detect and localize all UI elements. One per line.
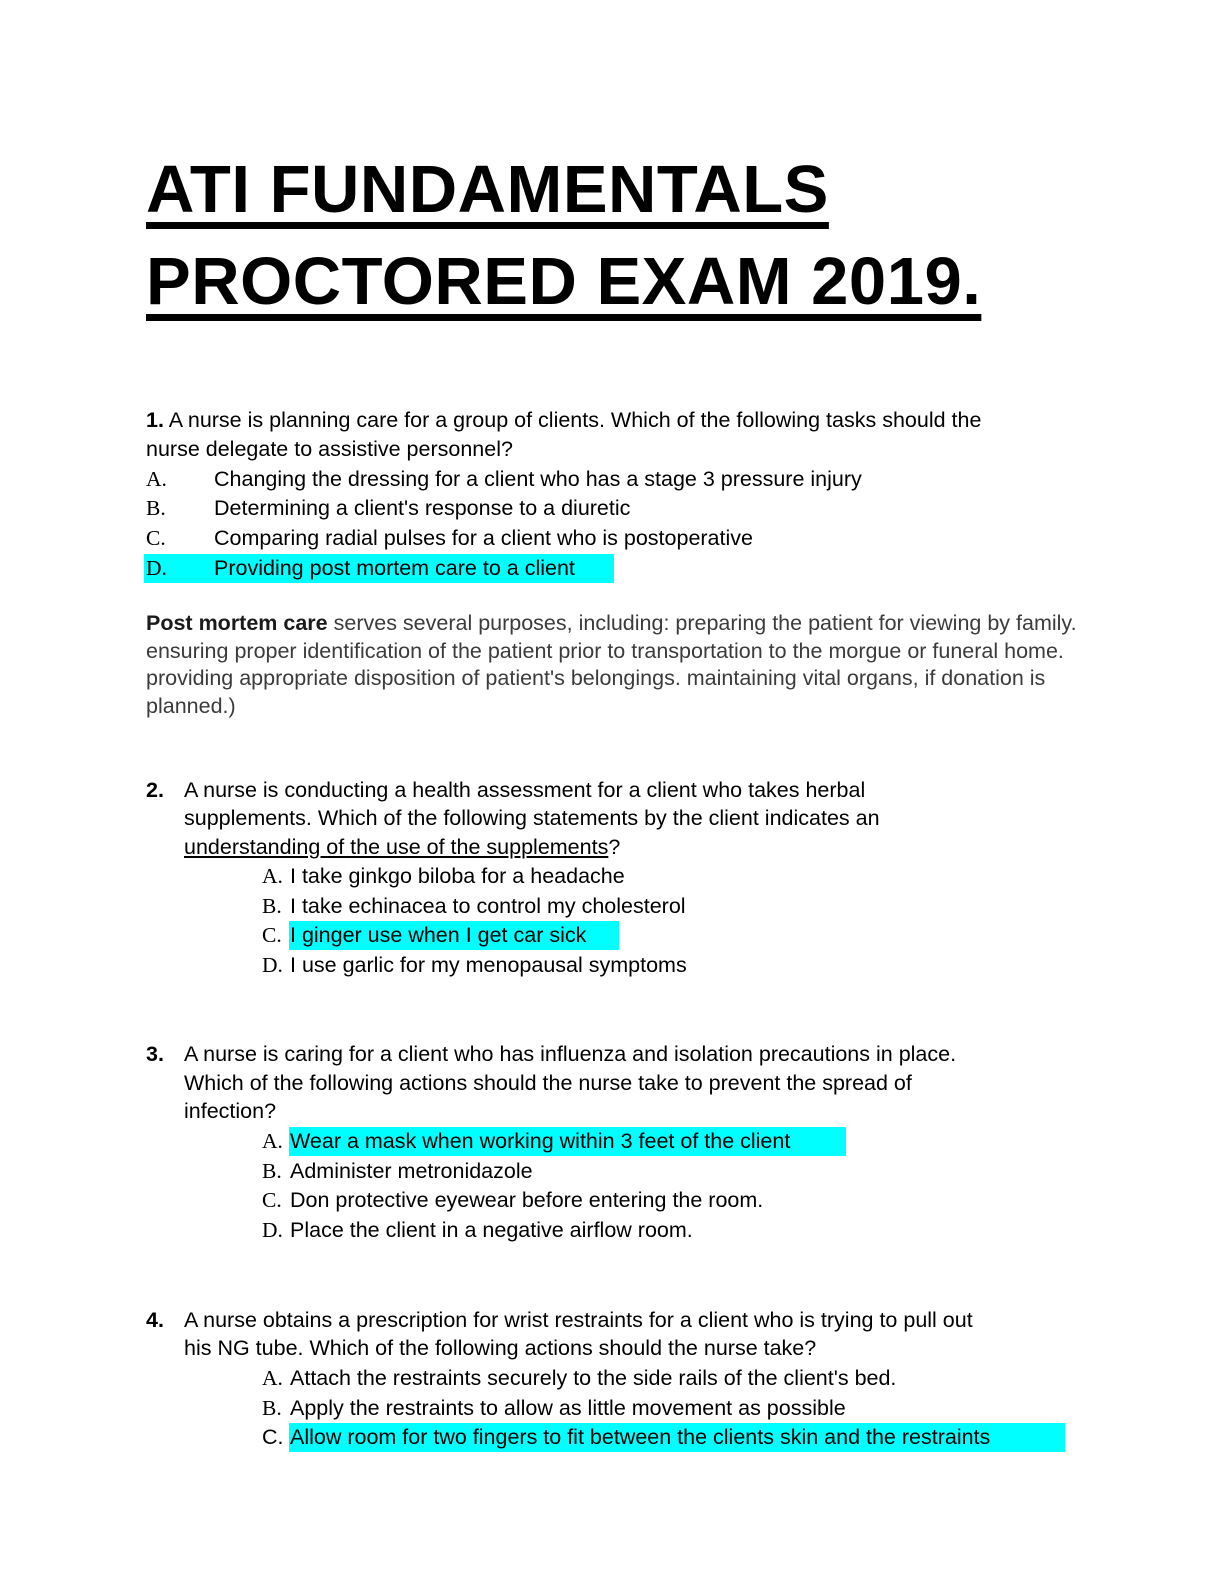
- question-2-stem-line2: supplements. Which of the following statements by the client indicates an: [184, 806, 880, 830]
- q3-option-a-text-correct: Wear a mask when working within 3 feet of the client: [290, 1129, 791, 1153]
- question-2-stem-line1: A nurse is conducting a health assessment for a client who takes herbal: [184, 778, 866, 802]
- question-2-stem-line3: understanding of the use of the supplements?: [184, 835, 621, 859]
- question-3-stem-line2: Which of the following actions should the nurse take to prevent the spread of: [184, 1071, 912, 1095]
- q2-option-a-letter: A.: [262, 864, 283, 888]
- q3-option-c-text: Don protective eyewear before entering the room.: [290, 1188, 764, 1212]
- q3-option-d-text: Place the client in a negative airflow room.: [290, 1218, 693, 1242]
- q3-option-b-letter: B.: [262, 1159, 282, 1183]
- document-title-line1: ATI FUNDAMENTALS: [146, 152, 829, 227]
- question-4-number: 4.: [146, 1308, 164, 1332]
- q1-explanation-text: serves several purposes, including: preparing the patient for viewing by family. ensuring proper identification of the patient prior to transportation to the morgue or funeral home. providing appropriate disposition of patient's belongings. maintaining vital organs, if donation is planned.): [146, 611, 1077, 718]
- q2-option-a-text: I take ginkgo biloba for a headache: [290, 864, 625, 888]
- q3-option-c-letter: C.: [262, 1188, 282, 1212]
- question-3-number: 3.: [146, 1042, 164, 1066]
- q3-option-d-letter: D.: [262, 1218, 283, 1242]
- q1-option-d-text-correct: Providing post mortem care to a client: [214, 556, 575, 580]
- q4-option-c-text-correct: Allow room for two fingers to fit between the clients skin and the restraints: [290, 1425, 991, 1449]
- q4-option-a-letter: A.: [262, 1366, 283, 1390]
- q1-option-a-letter: A.: [146, 467, 167, 491]
- q1-option-b-letter: B.: [146, 496, 166, 520]
- q1-option-c-text: Comparing radial pulses for a client who is postoperative: [214, 526, 753, 550]
- q2-option-d-letter: D.: [262, 953, 283, 977]
- q4-option-a-text: Attach the restraints securely to the side rails of the client's bed.: [290, 1366, 897, 1390]
- q1-option-b-text: Determining a client's response to a diuretic: [214, 496, 631, 520]
- document-title-line2: PROCTORED EXAM 2019.: [146, 244, 982, 319]
- q2-option-b-letter: B.: [262, 894, 282, 918]
- question-1-stem-line2: nurse delegate to assistive personnel?: [146, 437, 513, 461]
- question-1-number: 1.: [146, 408, 164, 432]
- q2-option-c-text-correct: I ginger use when I get car sick: [290, 923, 587, 947]
- question-4-stem-line2: his NG tube. Which of the following actions should the nurse take?: [184, 1336, 817, 1360]
- q4-option-c-letter: C.: [262, 1425, 284, 1449]
- q4-option-b-text: Apply the restraints to allow as little movement as possible: [290, 1396, 846, 1420]
- q3-option-b-text: Administer metronidazole: [290, 1159, 533, 1183]
- q1-explanation-term: Post mortem care: [146, 611, 328, 635]
- q2-option-c-letter: C.: [262, 923, 282, 947]
- question-3-stem-line1: A nurse is caring for a client who has influenza and isolation precautions in place.: [184, 1042, 957, 1066]
- q4-option-b-letter: B.: [262, 1396, 282, 1420]
- q1-option-c-letter: C.: [146, 526, 166, 550]
- q3-option-a-letter: A.: [262, 1129, 283, 1153]
- question-4-stem-line1: A nurse obtains a prescription for wrist restraints for a client who is trying to pull out: [184, 1308, 973, 1332]
- question-2-number: 2.: [146, 778, 164, 802]
- q2-option-d-text: I use garlic for my menopausal symptoms: [290, 953, 687, 977]
- q1-option-a-text: Changing the dressing for a client who has a stage 3 pressure injury: [214, 467, 862, 491]
- question-1-stem-line1: 1. A nurse is planning care for a group of clients. Which of the following tasks should the: [146, 408, 982, 432]
- q1-option-d-letter: D.: [146, 556, 167, 580]
- q2-option-b-text: I take echinacea to control my cholesterol: [290, 894, 686, 918]
- question-3-stem-line3: infection?: [184, 1099, 277, 1123]
- q1-explanation: [146, 610, 1086, 720]
